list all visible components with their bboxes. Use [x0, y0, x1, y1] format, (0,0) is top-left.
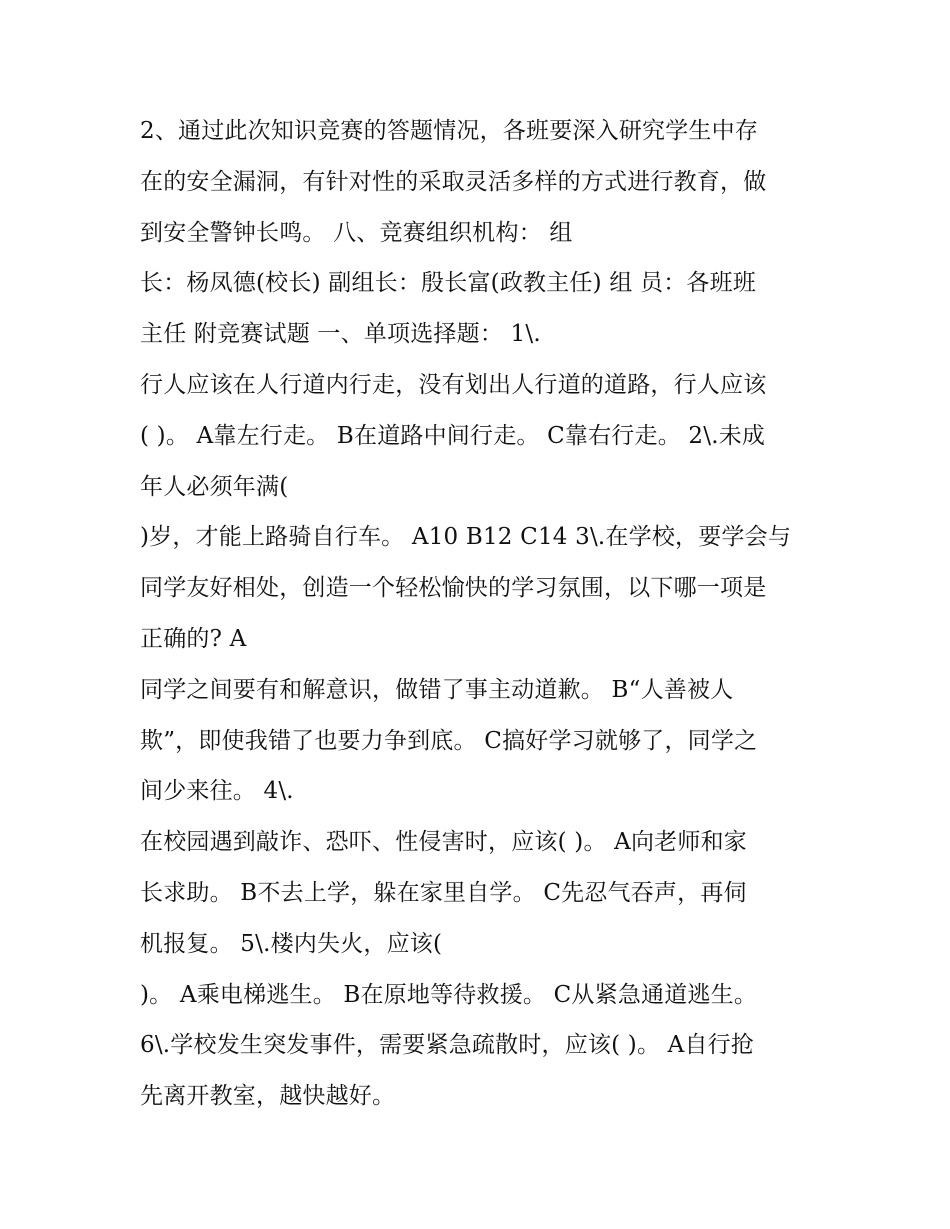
text-line: 2、通过此次知识竞赛的答题情况，各班要深入研究学生中存 — [140, 118, 759, 144]
text-line: 长求助。 B不去上学，躲在家里自学。 C先忍气吞声，再伺 — [140, 879, 747, 906]
text-line: 行人应该在人行道内行走，没有划出人行道的道路，行人应该 — [140, 371, 767, 398]
text-line: 主任 附竞赛试题 一、单项选择题： 1\. — [140, 321, 541, 348]
text-line: 同学之间要有和解意识，做错了事主动道歉。 B“人善被人 — [140, 676, 734, 703]
text-line: 欺”，即使我错了也要力争到底。 C搞好学习就够了，同学之 — [140, 727, 758, 754]
text-line: 在校园遇到敲诈、恐吓、性侵害时，应该( )。 A向老师和家 — [140, 829, 747, 856]
text-line: 长：杨凤德(校长) 副组长：殷长富(政教主任) 组 员：各班班 — [140, 270, 757, 297]
text-line: 同学友好相处，创造一个轻松愉快的学习氛围，以下哪一项是 — [140, 575, 767, 602]
text-line: 6\.学校发生突发事件，需要紧急疏散时，应该( )。 A自行抢 — [140, 1032, 755, 1059]
text-line: )岁，才能上路骑自行车。 A10 B12 C14 3\.在学校，要学会与 — [140, 524, 792, 551]
text-line: 先离开教室，越快越好。 — [140, 1083, 396, 1110]
text-line: 机报复。 5\.楼内失火，应该( — [140, 930, 443, 957]
text-line: )。 A乘电梯逃生。 B在原地等待救援。 C从紧急通道逃生。 — [140, 981, 758, 1008]
text-line: 年人必须年满( — [140, 473, 289, 500]
text-line: 间少来往。 4\. — [140, 778, 294, 805]
text-line: 到安全警钟长鸣。 八、竞赛组织机构： 组 — [140, 219, 573, 246]
document-body — [140, 106, 830, 1122]
text-line: ( )。 A靠左行走。 B在道路中间行走。 C靠右行走。 2\.未成 — [140, 422, 766, 449]
text-line: 在的安全漏洞，有针对性的采取灵活多样的方式进行教育，做 — [140, 168, 767, 195]
text-line: 正确的? A — [140, 625, 247, 652]
